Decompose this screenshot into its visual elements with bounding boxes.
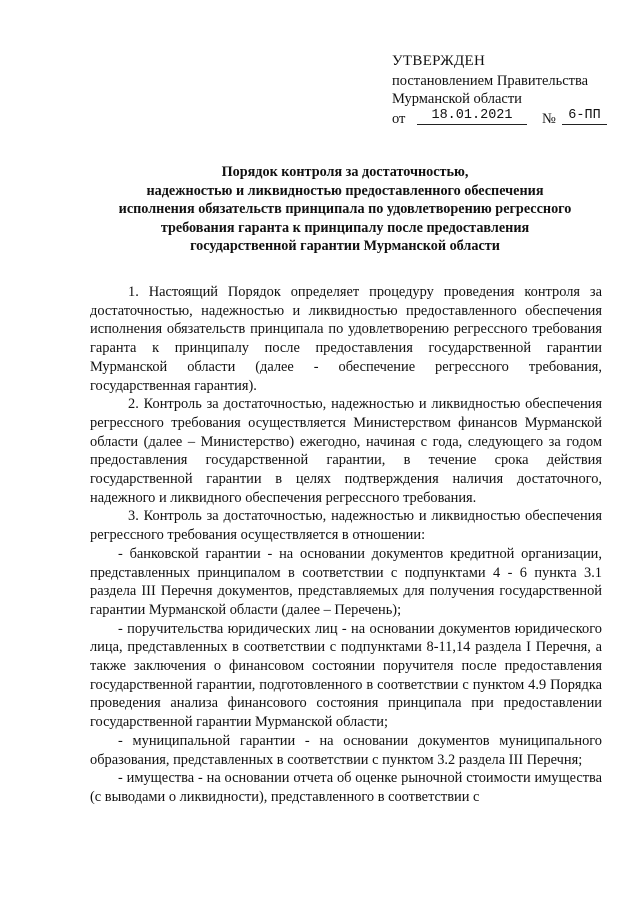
document-title xyxy=(90,163,600,256)
number-label: № xyxy=(542,111,556,127)
list-item-surety: - поручительства юридических лиц - на основании документов юридического лица, представленных в соответствии с подпунктами 8-11,14 раздела I Перечня, а также заключения о финансовом состоянии поручителя после предоставления государственной гарантии, подготовленного в соответствии с пунктом 4.9 Порядка проведения анализа финансового состояния принципала при предоставлении государственной гарантии Мурманской области; xyxy=(90,620,602,731)
approval-heading: УТВЕРЖДЕН xyxy=(392,53,486,69)
title-line-1: Порядок контроля за достаточностью, xyxy=(221,164,469,180)
approval-line-2: Мурманской области xyxy=(392,91,522,107)
paragraph-1: 1. Настоящий Порядок определяет процедуру проведения контроля за достаточностью, надежностью и ликвидностью предоставленного обеспечения исполнения обязательств принципала по удовлетворению регрессного требования гаранта к принципалу после предоставления государственной гарантии Мурманской области (далее - обеспечение регрессного требования, государственная гарантия). xyxy=(90,284,602,394)
paragraph-2: 2. Контроль за достаточностью, надежностью и ликвидностью обеспечения регрессного требования осуществляется Министерством финансов Мурманской области (далее – Министерство) ежегодно, начиная с года, следующего за годом предоставления государственной гарантии, в течение срока действия государственной гарантии в целях подтверждения наличия достаточного, надежного и ликвидного обеспечения регрессного требования. xyxy=(90,396,602,506)
title-line-3: исполнения обязательств принципала по удовлетворению регрессного xyxy=(118,201,572,217)
list-item-municipal-guarantee: - муниципальной гарантии - на основании документов муниципального образования, представленных в соответствии с пунктом 3.2 раздела III Перечня; xyxy=(90,732,602,768)
list-item-bank-guarantee: - банковской гарантии - на основании документов кредитной организации, представленных принципалом в соответствии с подпунктами 4 - 6 пункта 3.1 раздела III Перечня документов, представляемых для получения государственной гарантии Мурманской области (далее – Перечень); xyxy=(90,545,602,618)
approval-line-1: постановлением Правительства xyxy=(392,73,589,89)
approval-date: 18.01.2021 xyxy=(417,107,527,125)
title-line-4: требования гаранта к принципалу после предоставления xyxy=(160,219,530,236)
title-line-5: государственной гарантии Мурманской области xyxy=(190,238,500,254)
approval-stamp xyxy=(392,52,632,128)
approval-number: 6-ПП xyxy=(562,107,607,125)
paragraph-3: 3. Контроль за достаточностью, надежностью и ликвидностью обеспечения регрессного требования осуществляется в отношении: xyxy=(90,508,602,544)
list-item-property: - имущества - на основании отчета об оценке рыночной стоимости имущества (с выводами о ликвидности), представленного в соответствии с xyxy=(90,770,602,805)
from-label: от xyxy=(392,111,406,127)
approval-date-line xyxy=(392,108,632,128)
title-line-2: надежностью и ликвидностью предоставленного обеспечения xyxy=(146,182,544,199)
document-body xyxy=(90,283,602,807)
